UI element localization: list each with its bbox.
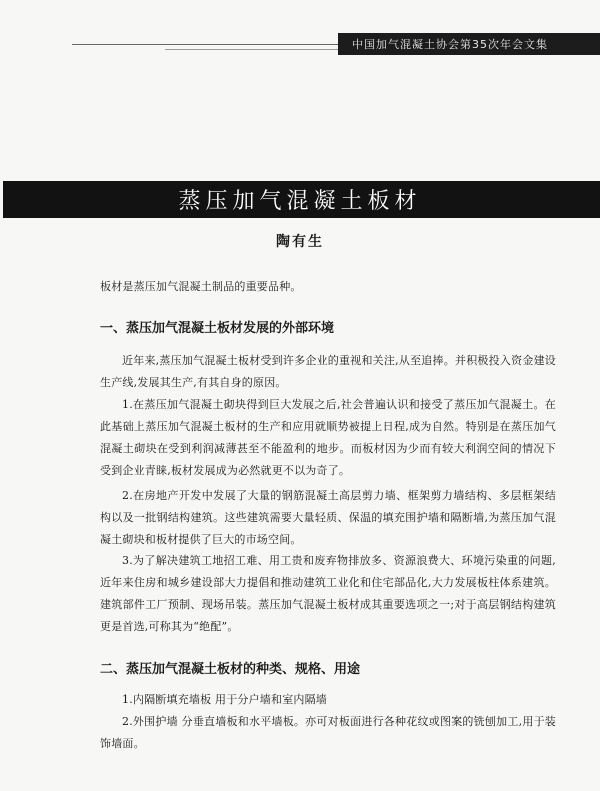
header-rule [72, 44, 340, 45]
section-1-paragraph-1: 1.在蒸压加气混凝土砌块得到巨大发展之后,社会普遍认识和接受了蒸压加气混凝土。在此基础上蒸压加气混凝土板材的生产和应用就顺势被提上日程,成为自然。特别是在蒸压加气混凝土砌块在受到利润减薄甚至不能盈利的地步。而板材因为少而有较大利润空间的情况下受到企业青睐,板材发展成为必然就更不以为奇了。 [100, 398, 556, 477]
section-1-paragraph-3: 3.为了解决建筑工地招工难、用工贵和废弃物排放多、资源浪费大、环境污染重的问题,近年来住房和城乡建设部大力提倡和推动建筑工业化和住宅部品化,大力发展板柱体系建筑。建筑部件工厂预制、现场吊装。蒸压加气混凝土板材成其重要选项之一;对于高层钢结构建筑更是首选,可称其为“绝配”。 [100, 554, 556, 633]
section-2-paragraph-2: 2.外围护墙 分垂直墙板和水平墙板。亦可对板面进行各种花纹或图案的铣刨加工,用于装饰墙面。 [100, 715, 556, 750]
section-2-paragraph-1: 1.内隔断填充墙板 用于分户墙和室内隔墙 [122, 693, 327, 706]
section-1-heading: 一、蒸压加气混凝土板材发展的外部环境 [100, 321, 335, 336]
section-1-paragraph-2: 2.在房地产开发中发展了大量的钢筋混凝土高层剪力墙、框架剪力墙结构、多层框架结构以及一批钢结构建筑。这些建筑需要大量轻质、保温的填充围护墙和隔断墙,为蒸压加气混凝土砌块和板材提供了巨大的市场空间。 [100, 489, 556, 546]
header-rule-short [165, 49, 340, 50]
author-name: 陶有生 [276, 234, 324, 250]
intro-paragraph: 板材是蒸压加气混凝土制品的重要品种。 [100, 280, 302, 293]
section-2-heading: 二、蒸压加气混凝土板材的种类、规格、用途 [100, 662, 361, 677]
section-1-paragraph-intro: 近年来,蒸压加气混凝土板材受到许多企业的重视和关注,从至追捧。并积极投入资金建设生产线,发展其生产,有其自身的原因。 [100, 354, 556, 389]
article-title: 蒸压加气混凝土板材 [178, 189, 422, 214]
running-header-text: 中国加气混凝土协会第35次年会文集 [352, 38, 548, 51]
